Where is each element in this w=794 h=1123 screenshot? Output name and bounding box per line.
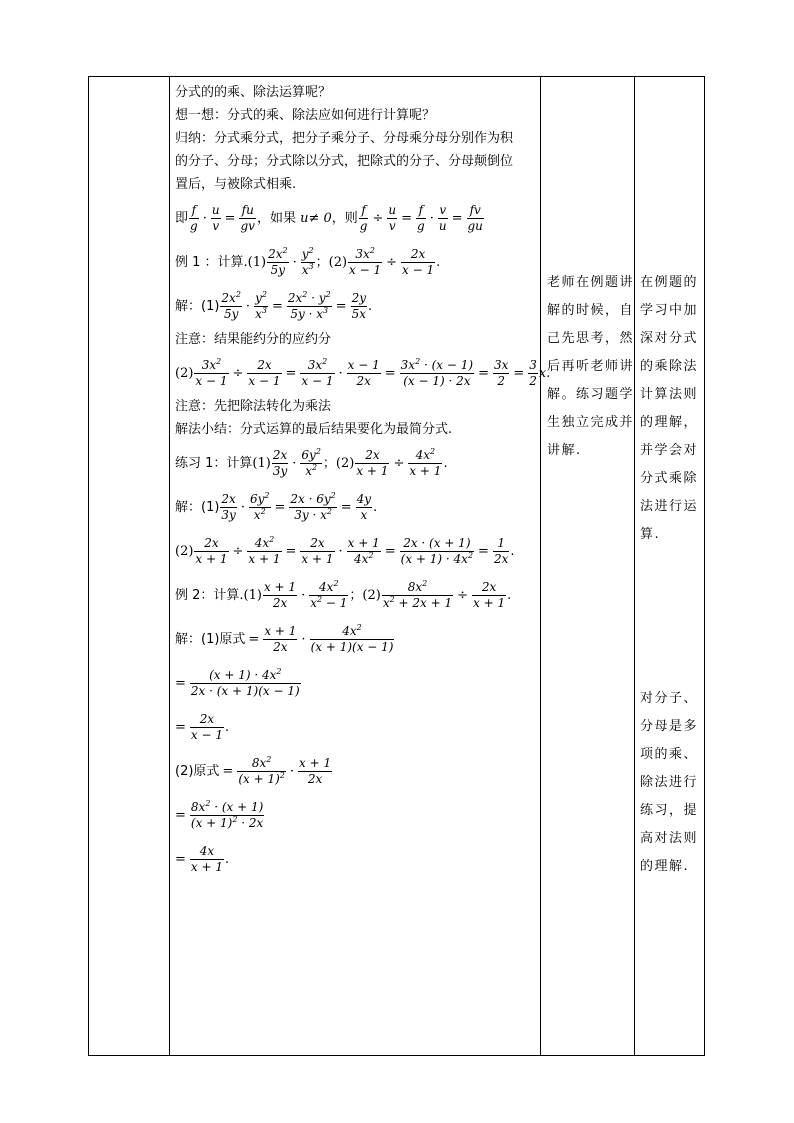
practice-1-solution-2: (2) $\frac{2x}{x + 1}$ ÷ $\frac{4x^2}{x + 1}$ = $\frac{2x}{x + 1}$ · $\frac{x + 1}{4x^2}$ = $\frac{2x \cdot (x + 1)}{(x + 1) \cdot 4x^2}$ = $\frac{1}{2x}$ . — [175, 534, 515, 566]
summary-line: 归纳：分式乘分式，把分子乘分子、分母乘分母分别作为积 — [175, 131, 514, 146]
intro-line: 分式的的乘、除法运算呢？ — [175, 85, 332, 100]
example-1-solution-2: (2) $\frac{3x^2}{x - 1}$ ÷ $\frac{2x}{x - 1}$ = $\frac{3x^2}{x - 1}$ · $\frac{x - 1}{2x}$ = $\frac{3x^2 \cdot (x - 1)}{(x - 1) \cdot 2x}$ = $\frac{3x}{2}$ = $\frac{3}{2}$ x. — [175, 356, 551, 388]
example-1-solution-1: 解：(1) $\frac{2x^2}{5y}$ · $\frac{y^2}{x^3}$ = $\frac{2x^2 \cdot y^2}{5y \cdot x^3}$ = $\frac{2y}{5x}$ . — [175, 289, 373, 321]
rule-formula: 即 $\frac{f}{g}$ · $\frac{u}{v}$ = $\frac{fu}{gv}$ ，如果 u≠ 0 ，则 $\frac{f}{g}$ ÷ $\frac{u}{v}$ = $\frac{f}{g}$ · $\frac{v}{u}$ = $\frac{fv}{gu}$ — [175, 202, 483, 233]
practice-1-problem: 练习 1：计算 (1) $\frac{2x}{3y}$ · $\frac{6y^2}{x^2}$ ； (2) $\frac{2x}{x + 1}$ ÷ $\frac{4x^2}{x + 1}$ . — [175, 446, 448, 478]
teaching-content-column — [175, 81, 551, 881]
method-summary: 解法小结：分式运算的最后结果要化为最简分式. — [175, 422, 453, 437]
example-2-solution-2-step-1: (2)原式 = $\frac{8x^2}{(x + 1)^2}$ · $\frac{x + 1}{2x}$ — [175, 754, 332, 786]
practice-1-solution-1: 解：(1) $\frac{2x}{3y}$ · $\frac{6y^2}{x^2}$ = $\frac{2x \cdot 6y^2}{3y \cdot x^2}$ = $\frac{4y}{x}$ . — [175, 490, 378, 522]
column-divider — [634, 77, 635, 1055]
summary-line: 置后，与被除式相乘. — [175, 177, 297, 192]
example-2-problem: 例 2：计算. (1) $\frac{x + 1}{2x}$ · $\frac{4x^2}{x^2 - 1}$ ； (2) $\frac{8x^2}{x^2 + 2x + 1}$ ÷ $\frac{2x}{x + 1}$ . — [175, 578, 512, 610]
example-2-solution-1-step-1: 解：(1)原式 = $\frac{x + 1}{2x}$ · $\frac{4x^2}{(x + 1)(x - 1)}$ — [175, 622, 394, 654]
teacher-student-activity: 老师在例题讲解的时候，自己先思考，然后再听老师讲解。练习题学生独立完成并讲解. — [547, 275, 635, 458]
note-line: 注意：先把除法转化为乘法 — [175, 399, 332, 414]
summary-line: 的分子、分母；分式除以分式，把除式的分子、分母颠倒位 — [175, 154, 514, 169]
example-1-problem: 例 1 ：计算. (1) $\frac{2x^2}{5y}$ · $\frac{y^2}{x^3}$ ； (2) $\frac{3x^2}{x - 1}$ ÷ $\frac{2x}{x - 1}$ . — [175, 245, 441, 277]
example-2-solution-2-step-2: = $\frac{8x^2 \cdot (x + 1)}{(x + 1)^2 \cdot 2x}$ — [175, 798, 264, 830]
design-intent-2: 对分子、分母是多项的乘、除法进行练习，提高对法则的理解. — [640, 691, 699, 874]
example-2-solution-1-step-2: = $\frac{(x + 1) \cdot 4x^2}{2x \cdot (x + 1)(x - 1)}$ — [175, 666, 300, 698]
intro-line: 想一想：分式的乘、除法应如何进行计算呢？ — [175, 108, 436, 123]
example-2-solution-1-step-3: = $\frac{2x}{x - 1}$ . — [175, 711, 230, 742]
design-intent-1: 在例题的学习中加深对分式的乘除法计算法则的理解，并学会对分式乘除法进行运算. — [640, 275, 699, 542]
note-line: 注意：结果能约分的应约分 — [175, 332, 332, 347]
column-divider — [169, 77, 170, 1055]
lesson-table — [88, 76, 705, 1056]
example-2-solution-2-step-3: = $\frac{4x}{x + 1}$ . — [175, 843, 230, 874]
